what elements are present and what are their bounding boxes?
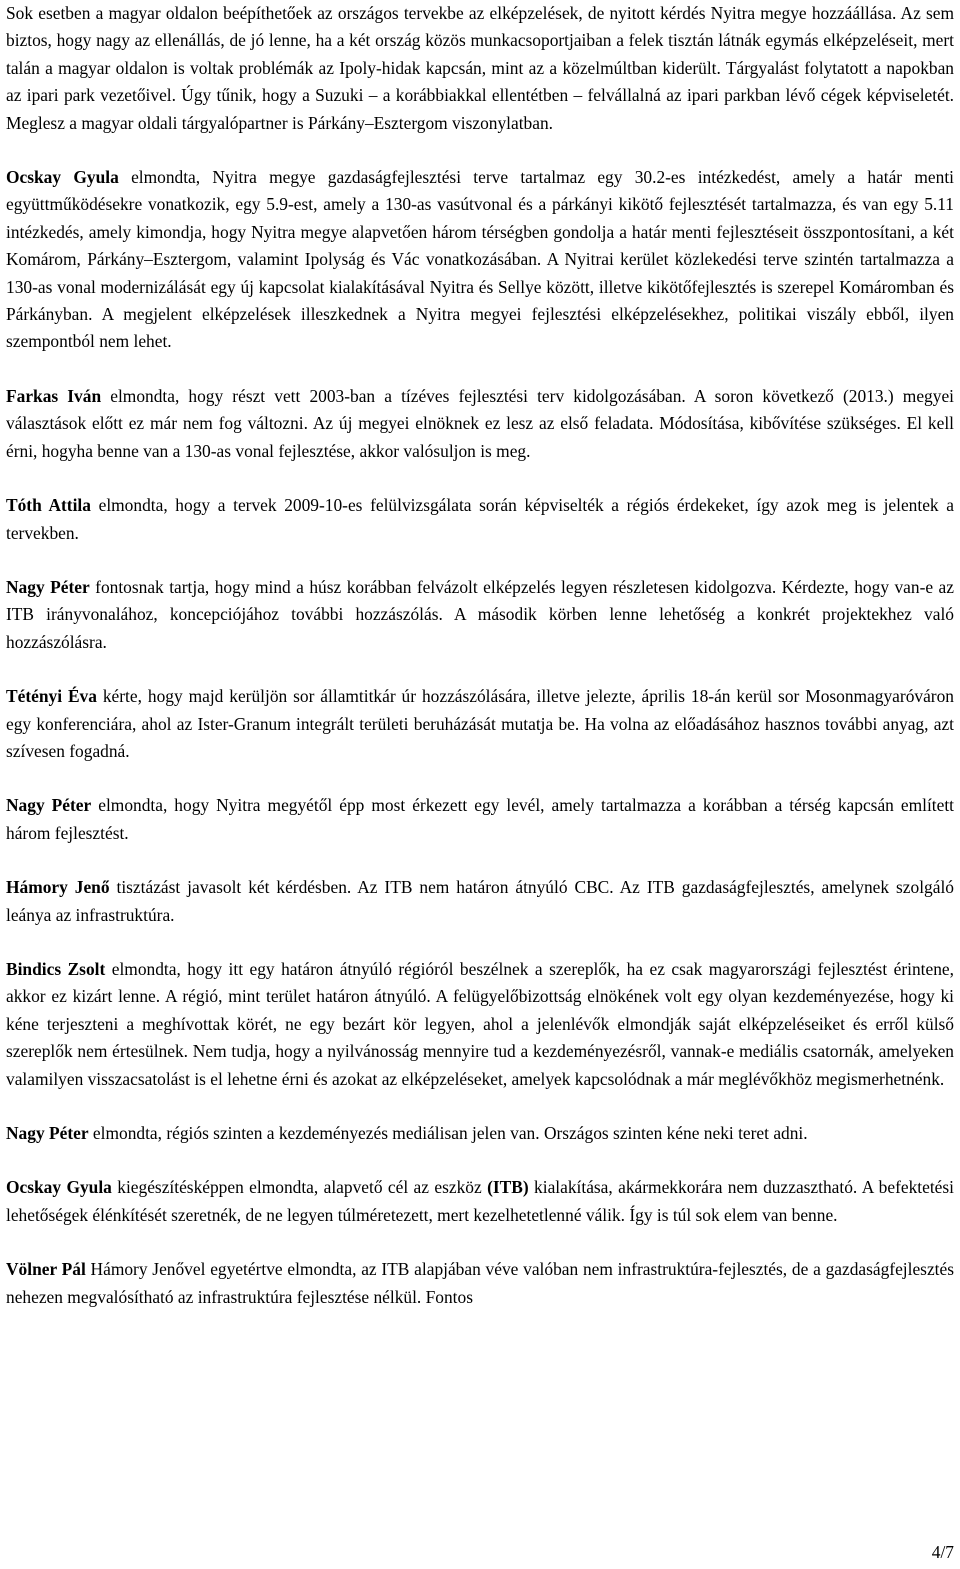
paragraph	[6, 383, 954, 465]
paragraph	[6, 683, 954, 765]
speaker-name: Farkas Iván	[6, 385, 102, 406]
document-page	[6, 0, 954, 1311]
speaker-name: Nagy Péter	[6, 795, 92, 816]
paragraph	[6, 1174, 954, 1229]
paragraph-text: tisztázást javasolt két kérdésben. Az ITB nem határon átnyúló CBC. Az ITB gazdaságfejlesztés, amelynek szolgáló leánya az infrastruktúra.	[6, 877, 954, 925]
paragraph-text: kiegészítésképpen elmondta, alapvető cél az eszköz	[111, 1177, 488, 1198]
paragraph	[6, 574, 954, 656]
paragraph-text: elmondta, hogy Nyitra megyétől épp most érkezett egy levél, amely tartalmazza a korábban a térség kapcsán említett három fejlesztést.	[6, 795, 954, 843]
paragraph-gap	[6, 656, 954, 683]
paragraph-gap	[6, 765, 954, 792]
paragraph-gap	[6, 137, 954, 164]
paragraph-gap	[6, 465, 954, 492]
paragraph-gap	[6, 929, 954, 956]
paragraph	[6, 792, 954, 847]
paragraph-text: kérte, hogy majd kerüljön sor államtitkár úr hozzászólására, illetve jelezte, április 18-án kerül sor Mosonmagyaróváron egy konferenciára, ahol az Ister-Granum integrált területi beruházását mutatja be. Ha volna az előadásához hasznos további anyag, azt szívesen fogadná.	[6, 686, 954, 761]
document-body	[6, 0, 954, 1311]
paragraph	[6, 0, 954, 137]
page-number: 4/7	[931, 1542, 954, 1562]
paragraph-text: elmondta, Nyitra megye gazdaságfejlesztési terve tartalmaz egy 30.2-es intézkedést, amely a határ menti együttműködésekre vonatkozik, egy 5.9-est, amely a 130-as vasútvonal és a párkányi kikötő fejlesztését tartalmazza, és van egy 5.11 intézkedés, amely kimondja, hogy Nyitra megye alapvetően három térségben gondolja a határ menti fejlesztéseit összpontosítani, a két Komárom, Párkány–Esztergom, valamint Ipolyság és Vác vonatkozásában. A Nyitrai kerület közlekedési terve szintén tartalmazza a 130-as vonal modernizálását egy új kapcsolat kialakításával Nyitra és Sellye között, illetve kikötőfejlesztés is szerepel Komáromban és Párkányban. A megjelent elképzelések illeszkednek a Nyitra megyei fejlesztési elképzelésekhez, politikai viszály ebből, ilyen szempontból nem lehet.	[6, 167, 954, 352]
paragraph	[6, 492, 954, 547]
paragraph	[6, 1120, 954, 1147]
speaker-name: Hámory Jenő	[6, 877, 110, 898]
paragraph-text: Sok esetben a magyar oldalon beépíthetőek az országos tervekbe az elképzelések, de nyitott kérdés Nyitra megye hozzáállása. Az sem biztos, hogy nagy az ellenállás, de jó lenne, ha a két ország közös munkacsoportjaiban a felek tisztán látnák egymás elképzeléseit, mert talán a magyar oldalon is voltak problémák az Ipoly-hidak kapcsán, mint az a közelmúltban kiderült. Tárgyalást folytatott a napokban az ipari park vezetőivel. Úgy tűnik, hogy a Suzuki – a korábbiakkal ellentétben – felvállalná az ipari parkban lévő cégek képviseletét. Meglesz a magyar oldali tárgyalópartner is Párkány–Esztergom viszonylatban.	[6, 3, 954, 133]
paragraph	[6, 1256, 954, 1311]
paragraph	[6, 874, 954, 929]
speaker-name: Völner Pál	[6, 1259, 86, 1280]
paragraph-text: elmondta, hogy részt vett 2003-ban a tízéves fejlesztési terv kidolgozásában. A soron következő (2013.) megyei választások előtt ez már nem fog változni. Az új megyei elnöknek ez lesz az első feladata. Módosítása, kibővítése szükséges. El kell érni, hogyha benne van a 130-as vonal fejlesztése, akkor valósuljon is meg.	[6, 385, 954, 461]
speaker-name: Tóth Attila	[6, 495, 91, 516]
speaker-name: Nagy Péter	[6, 1123, 89, 1143]
paragraph-text: kialakítása, akármekkorára nem duzzasztható. A befektetési lehetőségek élénkítését szeretnék, de ne legyen túlméretezett, mert kezelhetetlenné válik. Így is túl sok elem van benne.	[6, 1177, 954, 1225]
speaker-name: Tétényi Éva	[6, 686, 97, 707]
speaker-name: Ocskay Gyula	[6, 167, 119, 188]
paragraph	[6, 956, 954, 1093]
paragraph-text: Hámory Jenővel egyetértve elmondta, az ITB alapjában véve valóban nem infrastruktúra-fejlesztés, de a gazdaságfejlesztés nehezen megvalósítható az infrastruktúra fejlesztése nélkül. Fontos	[6, 1259, 954, 1307]
speaker-name: Nagy Péter	[6, 576, 90, 597]
paragraph-text: fontosnak tartja, hogy mind a húsz korábban felvázolt elképzelés legyen részletesen kidolgozva. Kérdezte, hogy van-e az ITB irányvonalához, koncepciójához további hozzászólás. A második körben lenne lehetőség a konkrét projektekhez való hozzászólásra.	[6, 576, 954, 652]
speaker-name: (ITB)	[487, 1177, 529, 1198]
paragraph-gap	[6, 1093, 954, 1120]
paragraph	[6, 164, 954, 356]
paragraph-gap	[6, 1229, 954, 1256]
paragraph-gap	[6, 1147, 954, 1174]
paragraph-gap	[6, 356, 954, 383]
paragraph-text: elmondta, hogy a tervek 2009-10-es felülvizsgálata során képviselték a régiós érdekeket, így azok meg is jelentek a tervekben.	[6, 495, 954, 543]
paragraph-gap	[6, 847, 954, 874]
speaker-name: Ocskay Gyula	[6, 1177, 112, 1198]
speaker-name: Bindics Zsolt	[6, 958, 106, 979]
paragraph-text: elmondta, régiós szinten a kezdeményezés mediálisan jelen van. Országos szinten kéne neki teret adni.	[88, 1123, 808, 1143]
paragraph-text: elmondta, hogy itt egy határon átnyúló régióról beszélnek a szereplők, ha ez csak magyarországi fejlesztést érintene, akkor ez kizárt lenne. A régió, mint terület határon átnyúló. A felügyelőbizottság elnökének volt egy olyan kezdeményezése, hogy ki kéne terjeszteni a meghívottak körét, ne egy bezárt kör legyen, ahol a jelenlévők elmondják saját elképzeléseiket és erről külső szereplők nem értesülnek. Nem tudja, hogy a nyilvánosság mennyire tud a kezdeményezésről, vannak-e mediális csatornák, amelyeken valamilyen visszacsatolást is el lehetne érni és azokat az elképzeléseket, amelyek kapcsolódnak a már meglévőkhöz megismerhetnénk.	[6, 958, 954, 1089]
paragraph-gap	[6, 547, 954, 574]
